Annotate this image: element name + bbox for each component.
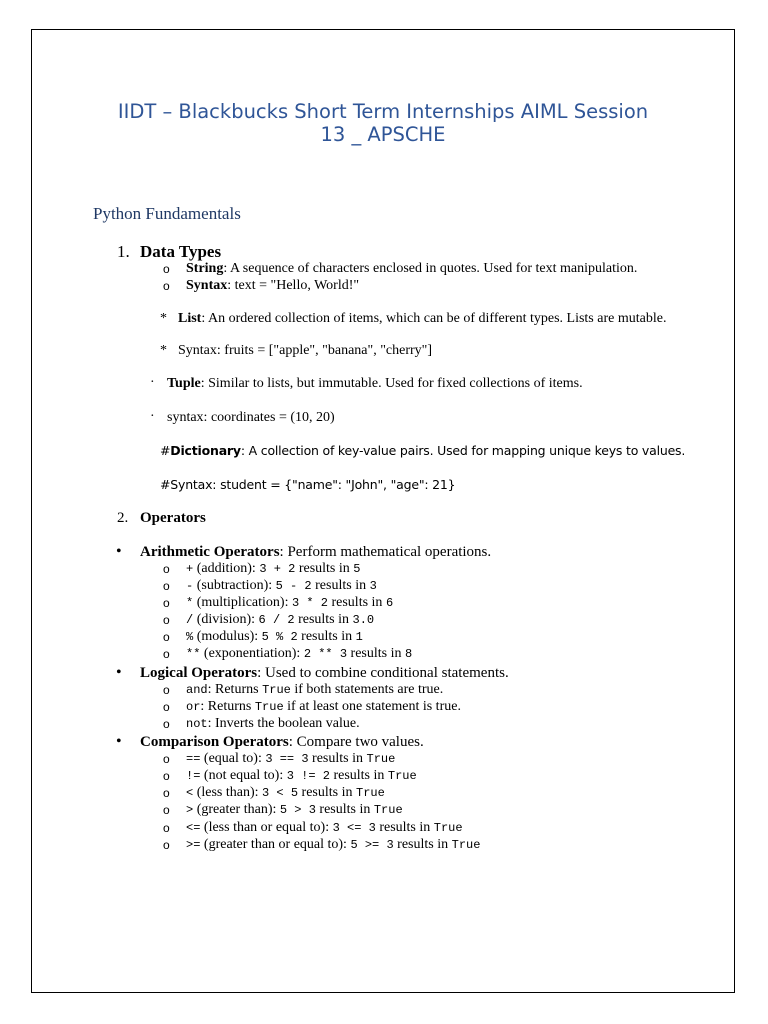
arithmetic-heading (140, 544, 491, 561)
list-bullet-o: o (163, 752, 170, 766)
example-code: 5 - 2 (275, 579, 312, 593)
tuple-text: : Similar to lists, but immutable. Used for fixed collections of items. (200, 376, 583, 391)
result-code: True (451, 838, 481, 852)
true-code: True (262, 683, 291, 697)
tuple-term: Tuple (167, 376, 201, 391)
logical-term: Logical Operators (140, 665, 258, 681)
comparison-item (186, 785, 385, 801)
list-bullet-o: o (163, 700, 170, 714)
result-code: 5 (353, 562, 361, 576)
operator-desc: (equal to): (200, 751, 266, 766)
operator-code: >= (186, 838, 201, 852)
results-in: results in (311, 578, 370, 593)
list-bullet-o: o (163, 579, 170, 593)
arithmetic-item (186, 595, 393, 611)
true-code: True (254, 700, 284, 714)
bullet: • (116, 664, 122, 681)
results-in: results in (308, 751, 367, 766)
star-bullet: * (160, 343, 167, 358)
tuple-item (167, 376, 583, 392)
section-subtitle: Python Fundamentals (93, 204, 241, 223)
list-syntax: Syntax: fruits = ["apple", "banana", "cherry"] (178, 343, 433, 358)
logical-item (186, 699, 461, 715)
result-code: True (373, 803, 403, 817)
arithmetic-text: : Perform mathematical operations. (279, 544, 492, 560)
list-term: List (178, 311, 202, 326)
middot-bullet: · (150, 409, 155, 424)
dictionary-term: Dictionary (170, 443, 241, 458)
star-bullet: * (160, 311, 167, 326)
example-code: 2 ** 3 (303, 647, 348, 661)
result-code: True (356, 786, 385, 800)
list-bullet-o: o (163, 596, 170, 610)
list-bullet-o: o (163, 279, 170, 293)
section-2-number: 2. (117, 510, 129, 526)
result-code: 3 (369, 579, 377, 593)
comparison-item (186, 768, 417, 784)
operator-code: and (186, 683, 208, 697)
results-in: results in (375, 820, 434, 835)
syntax-item (186, 278, 359, 294)
syntax-term: Syntax (186, 278, 228, 293)
list-text: : An ordered collection of items, which can be of different types. Lists are mutable. (201, 311, 667, 326)
comparison-term: Comparison Operators (140, 734, 289, 750)
operator-desc: (subtraction): (193, 578, 276, 593)
comparison-item (186, 820, 463, 836)
operator-desc: (multiplication): (193, 595, 292, 610)
syntax-text: : text = "Hello, World!" (227, 278, 360, 293)
list-bullet-o: o (163, 262, 170, 276)
logical-desc: : Inverts the boolean value. (207, 716, 360, 731)
result-code: 6 (385, 596, 394, 610)
title-line-2: 13 _ APSCHE (320, 123, 446, 146)
results-in: results in (327, 595, 386, 610)
comparison-item (186, 837, 480, 853)
operator-code: != (186, 769, 201, 783)
dictionary-item (160, 443, 685, 458)
list-bullet-o: o (163, 769, 170, 783)
operator-code: + (186, 562, 194, 576)
results-in: results in (298, 785, 356, 800)
comparison-heading (140, 734, 424, 751)
list-bullet-o: o (163, 717, 170, 731)
comparison-text: : Compare two values. (288, 734, 424, 750)
list-bullet-o: o (163, 683, 170, 697)
results-in: results in (315, 802, 374, 817)
bullet: • (116, 733, 122, 750)
logical-desc: : Returns (207, 682, 263, 697)
arithmetic-item (186, 578, 377, 594)
section-1-number: 1. (117, 242, 130, 261)
results-in: results in (393, 837, 452, 852)
list-bullet-o: o (163, 647, 170, 661)
list-bullet-o: o (163, 786, 170, 800)
arithmetic-item (186, 629, 363, 645)
hash-mark: # (160, 443, 171, 458)
list-bullet-o: o (163, 562, 170, 576)
section-1-heading: Data Types (140, 242, 222, 261)
dictionary-text: : A collection of key-value pairs. Used for mapping unique keys to values. (240, 443, 686, 458)
result-code: 1 (355, 630, 363, 644)
operator-desc: (modulus): (193, 629, 262, 644)
list-item (178, 311, 666, 327)
section-2-heading: Operators (140, 510, 206, 526)
operator-desc: (not equal to): (200, 768, 287, 783)
arithmetic-item (186, 646, 412, 662)
operator-code: / (186, 613, 194, 627)
string-text: : A sequence of characters enclosed in quotes. Used for text manipulation. (223, 261, 638, 276)
document-title (32, 100, 734, 146)
results-in: results in (295, 561, 354, 576)
list-bullet-o: o (163, 803, 170, 817)
operator-desc: (division): (193, 612, 259, 627)
results-in: results in (294, 612, 353, 627)
results-in: results in (297, 629, 356, 644)
example-code: 5 >= 3 (350, 838, 394, 852)
operator-desc: (less than or equal to): (200, 820, 333, 835)
dictionary-syntax: #Syntax: student = {"name": "John", "age": 21} (160, 477, 456, 492)
logical-text: : Used to combine conditional statements. (257, 665, 509, 681)
arithmetic-item (186, 612, 374, 628)
logical-item (186, 716, 360, 732)
list-bullet-o: o (163, 821, 170, 835)
operator-code: == (186, 752, 201, 766)
operator-code: not (186, 717, 208, 731)
operator-code: - (186, 579, 194, 593)
example-code: 3 == 3 (265, 752, 309, 766)
tuple-syntax: syntax: coordinates = (10, 20) (167, 410, 335, 425)
operator-code: <= (186, 821, 201, 835)
result-code: True (433, 821, 463, 835)
arithmetic-item (186, 561, 360, 577)
results-in: results in (347, 646, 405, 661)
operator-desc: (greater than): (193, 802, 280, 817)
logical-item (186, 682, 443, 698)
example-code: 3 <= 3 (332, 821, 376, 835)
operator-code: ** (186, 647, 201, 661)
logical-desc-end: if both statements are true. (290, 682, 444, 697)
example-code: 5 > 3 (279, 803, 316, 817)
title-line-1: IIDT – Blackbucks Short Term Internships AIML Session (117, 100, 649, 123)
logical-desc: : Returns (200, 699, 255, 714)
example-code: 3 + 2 (259, 562, 296, 576)
string-item (186, 261, 637, 277)
arithmetic-term: Arithmetic Operators (140, 544, 280, 560)
logical-desc-end: if at least one statement is true. (283, 699, 461, 714)
results-in: results in (329, 768, 388, 783)
example-code: 5 % 2 (261, 630, 298, 644)
document-page (31, 29, 735, 993)
example-code: 3 * 2 (291, 596, 328, 610)
operator-code: < (186, 786, 194, 800)
string-term: String (186, 261, 224, 276)
list-bullet-o: o (163, 838, 170, 852)
operator-code: % (186, 630, 194, 644)
comparison-item (186, 802, 403, 818)
result-code: True (366, 752, 396, 766)
result-code: True (387, 769, 417, 783)
example-code: 6 / 2 (258, 613, 295, 627)
operator-desc: (addition): (193, 561, 260, 576)
operator-desc: (less than): (193, 785, 263, 800)
example-code: 3 < 5 (262, 786, 299, 800)
result-code: 8 (405, 647, 413, 661)
list-bullet-o: o (163, 630, 170, 644)
operator-code: > (186, 803, 194, 817)
operator-desc: (exponentiation): (200, 646, 304, 661)
list-bullet-o: o (163, 613, 170, 627)
operator-desc: (greater than or equal to): (200, 837, 351, 852)
result-code: 3.0 (352, 613, 375, 627)
comparison-item (186, 751, 395, 767)
example-code: 3 != 2 (286, 769, 330, 783)
middot-bullet: · (150, 375, 155, 390)
operator-code: * (186, 596, 194, 610)
operator-code: or (186, 700, 201, 714)
logical-heading (140, 665, 509, 682)
bullet: • (116, 543, 122, 560)
